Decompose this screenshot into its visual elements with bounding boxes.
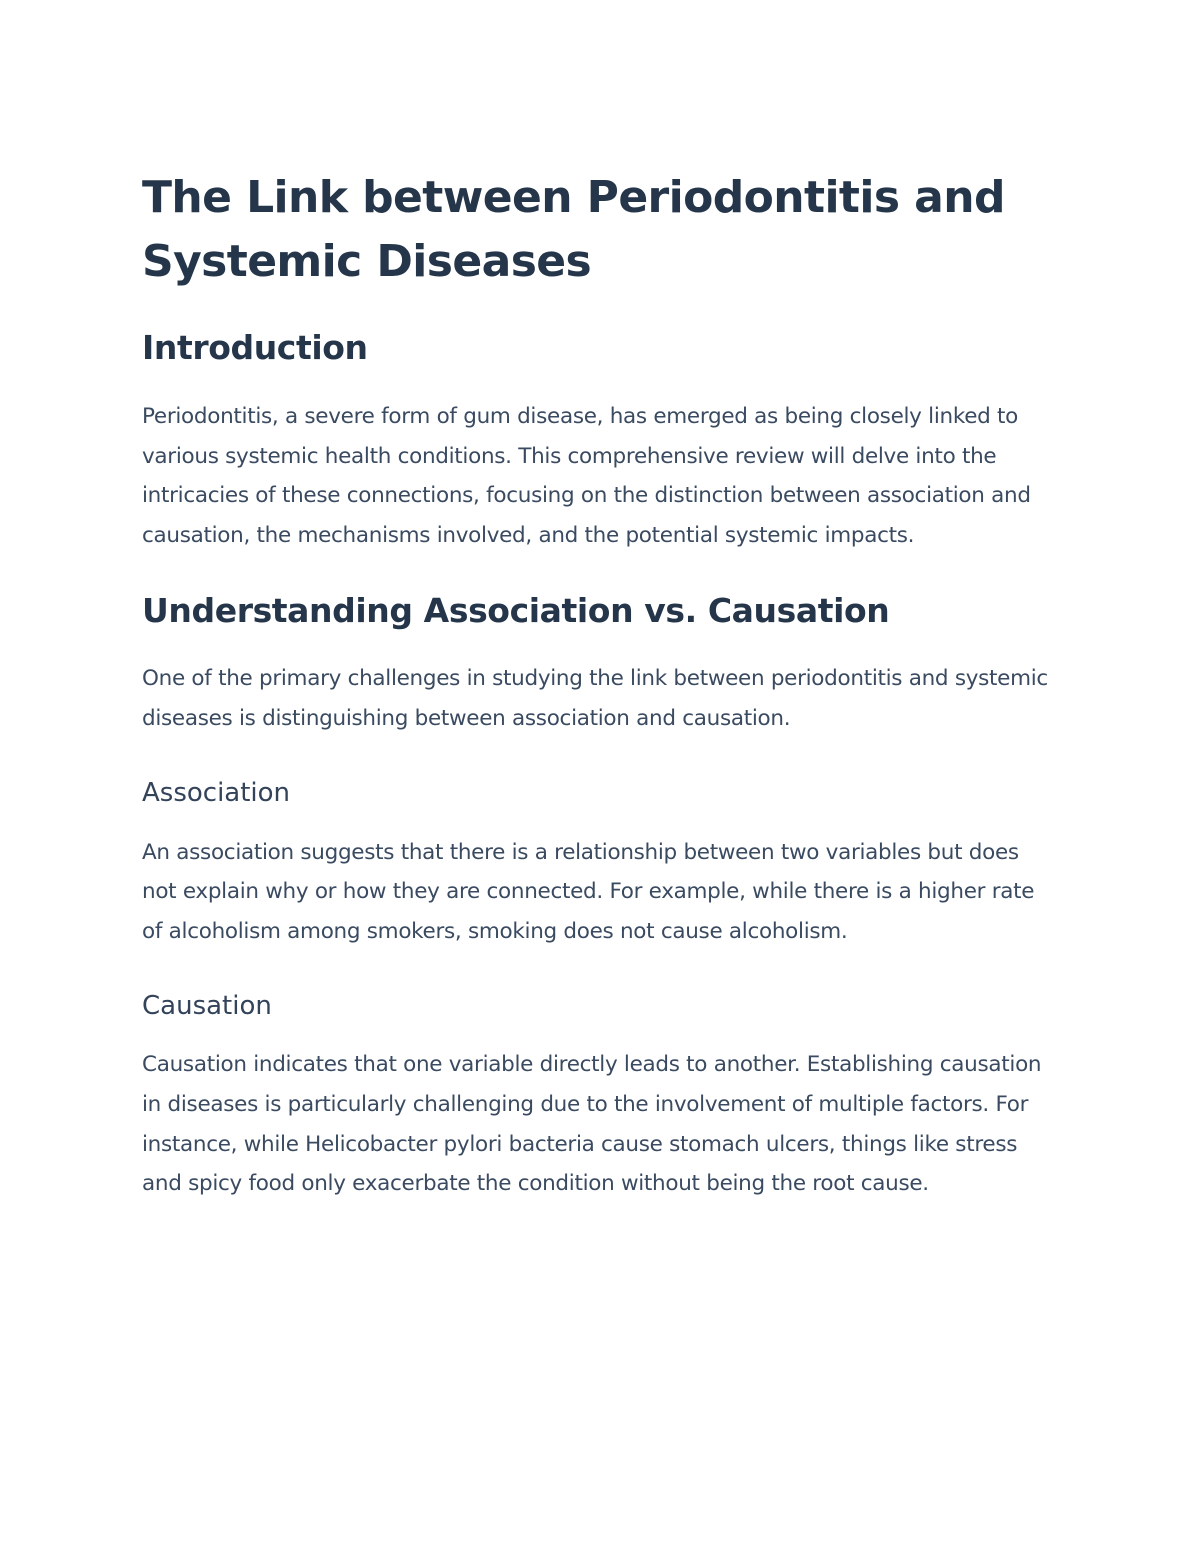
document-content [142,166,1054,1204]
association-subheading: Association [142,777,291,808]
association-vs-causation-heading: Understanding Association vs. Causation [142,591,890,631]
causation-subheading: Causation [142,991,272,1022]
causation-paragraph: Causation indicates that one variable directly leads to another. Establishing causation in diseases is particularly challenging due to the involvement of multiple factors. For instance, while Helicobacter pylori bacteria cause stomach ulcers, things like stress and spicy food only exacerbate the condition without being the root cause. [142,1052,1042,1197]
association-vs-causation-paragraph: One of the primary challenges in studying the link between periodontitis and systemic diseases is distinguishing between association and causation. [142,666,1048,731]
introduction-heading: Introduction [142,328,368,367]
association-paragraph: An association suggests that there is a relationship between two variables but does not explain why or how they are connected. For example, while there is a higher rate of alcoholism among smokers, smoking does not cause alcoholism. [142,839,1035,944]
document-title: The Link between Periodontitis and Systemic Diseases [142,172,1005,287]
introduction-paragraph: Periodontitis, a severe form of gum disease, has emerged as being closely linked to various systemic health conditions. This comprehensive review will delve into the intricacies of these connections, focusing on the distinction between association and causation, the mechanisms involved, and the potential systemic impacts. [142,404,1031,548]
